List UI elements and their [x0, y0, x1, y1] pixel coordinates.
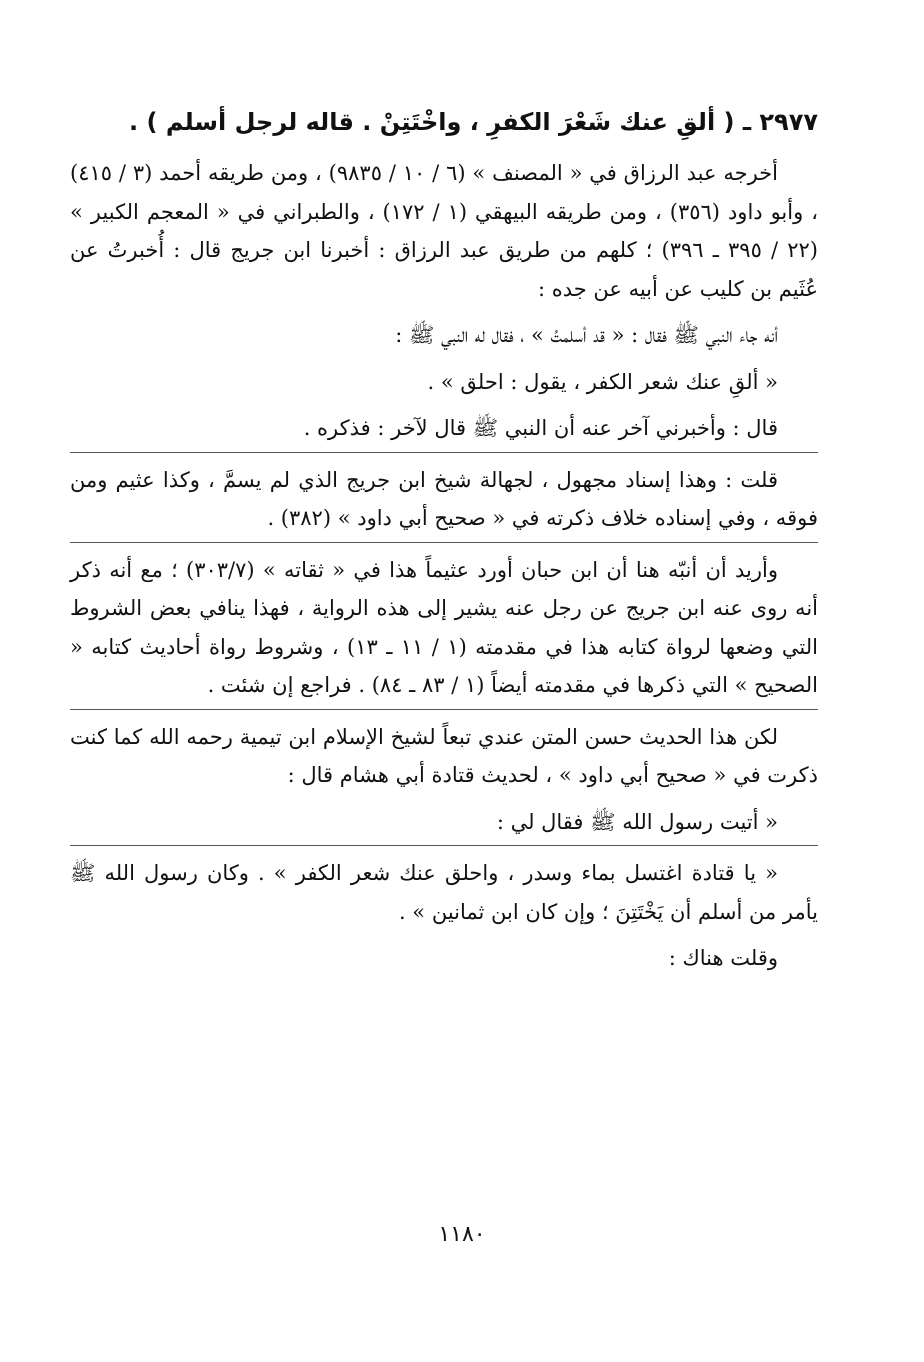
divider: [70, 452, 818, 453]
paragraph-ibn-hibban-note: وأريد أن أنبّه هنا أن ابن حبان أورد عثيماً هذا في « ثقاته » (٣٠٣/٧) ؛ مع أنه ذكر أنه روى عنه ابن جريج عن رجل عنه يشير إلى هذه الرواية ، فهذا ينافي بعض الشروط التي وضعها لرواة كتابه هذا في مقدمته (١ / ١١ ـ ١٣) ، وشروط رواة أحاديث كتابه « الصحيح » التي ذكرها في مقدمته أيضاً (١ / ٨٣ ـ ٨٤) . فراجع إن شئت .: [70, 557, 818, 697]
paragraph-takhrij: أخرجه عبد الرزاق في « المصنف » (٦ / ١٠ / ٩٨٣٥) ، ومن طريقه أحمد (٣ / ٤١٥) ، وأبو داود (٣٥٦) ، ومن طريقه البيهقي (١ / ١٧٢) ، والطبراني في « المعجم الكبير » (٢٢ / ٣٩٥ ـ ٣٩٦) ؛ كلهم من طريق عبد الرزاق : أخبرنا ابن جريج قال : أُخبرتُ عن عُثَيم بن كليب عن أبيه عن جده :: [70, 161, 818, 301]
hadith-heading: ٢٩٧٧ ـ ( ألقِ عنك شَعْرَ الكفرِ ، واخْتَتِنْ . قاله لرجل أسلم ) .: [129, 108, 818, 136]
paragraph-quote: « ألقِ عنك شعر الكفر ، يقول : احلق » .: [427, 369, 778, 394]
paragraph-grading: لكن هذا الحديث حسن المتن عندي تبعاً لشيخ الإسلام ابن تيمية رحمه الله كما كنت ذكرت في « صحيح أبي داود » ، لحديث قتادة أبي هشام قال :: [70, 724, 818, 787]
paragraph-other-narrator: قال : وأخبرني آخر عنه أن النبي ﷺ قال لآخر : فذكره .: [303, 416, 778, 440]
paragraph-closing: وقلت هناك :: [668, 946, 778, 970]
page-number: ١١٨٠: [438, 1222, 486, 1247]
divider: [70, 542, 818, 543]
page-body: [70, 100, 818, 978]
divider: [70, 709, 818, 710]
paragraph-qatada-quote: « أتيت رسول الله ﷺ فقال لي :: [496, 809, 778, 834]
paragraph-qatada-hadith: « يا قتادة اغتسل بماء وسدر ، واحلق عنك شعر الكفر » . وكان رسول الله ﷺ يأمر من أسلم أن يَخْتَتِنَ ؛ وإن كان ابن ثمانين » .: [70, 861, 818, 924]
paragraph-narration: أنه جاء النبي ﷺ فقال : « قد أسلمتُ » ، فقال له النبي ﷺ :: [395, 323, 778, 347]
paragraph-isnad-comment: قلت : وهذا إسناد مجهول ، لجهالة شيخ ابن جريج الذي لم يسمَّ ، وكذا عثيم ومن فوقه ، وفي إسناده خلاف ذكرته في « صحيح أبي داود » (٣٨٢) .: [70, 467, 818, 530]
divider: [70, 845, 818, 846]
